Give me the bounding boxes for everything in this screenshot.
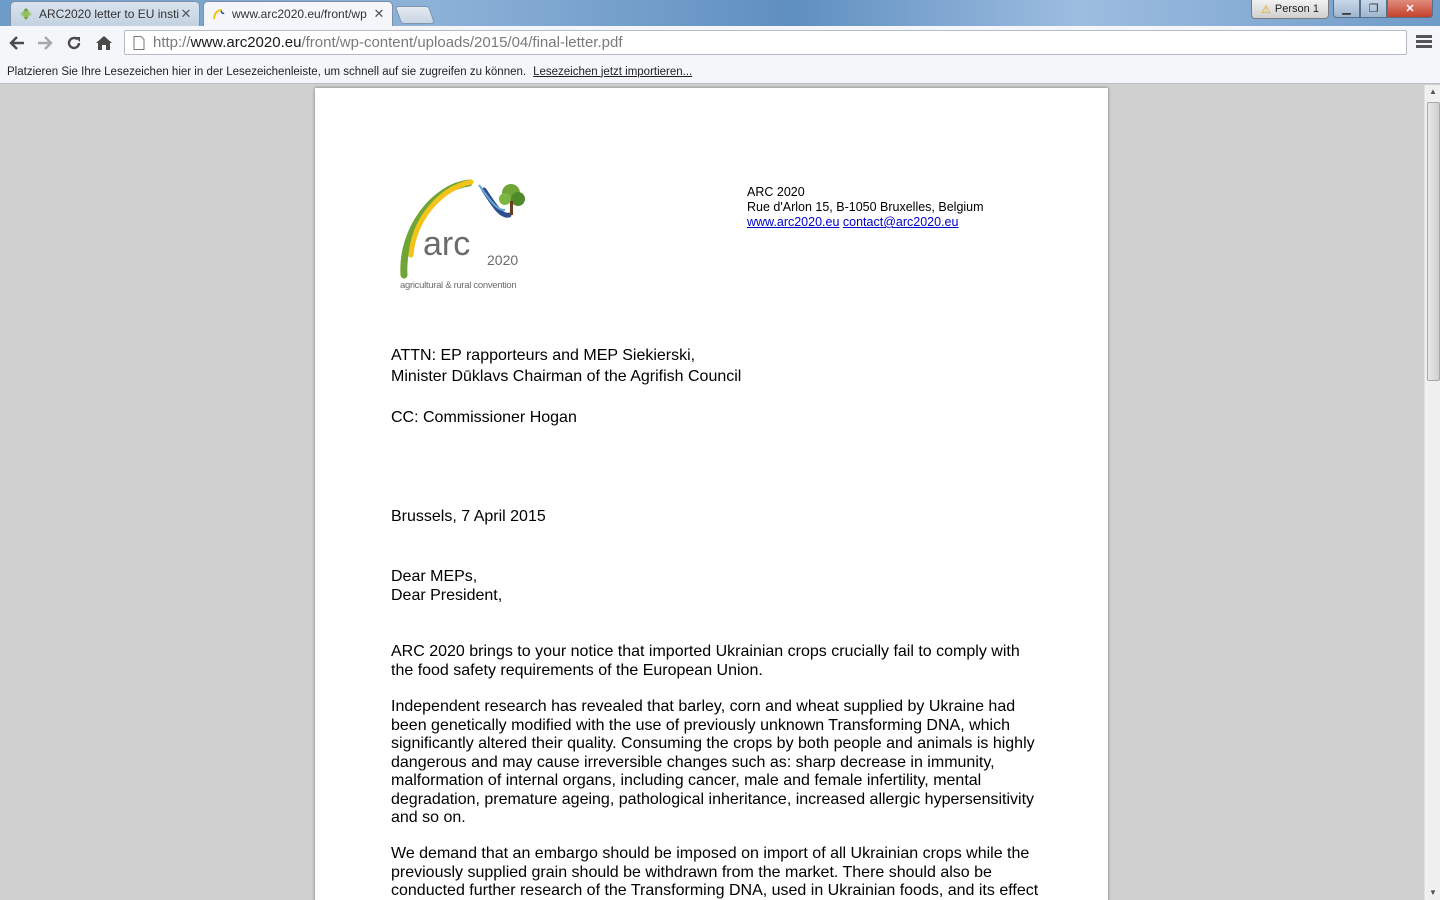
vertical-scrollbar[interactable] <box>1424 85 1440 900</box>
attn-line-1: ATTN: EP rapporteurs and MEP Siekierski, <box>391 347 696 364</box>
pdf-page <box>315 88 1108 900</box>
new-tab-button[interactable] <box>395 6 436 24</box>
paragraph-1: ARC 2020 brings to your notice that imported Ukrainian crops crucially fail to comply with the food safety requirements of the European Union. <box>391 643 1020 679</box>
bookmarks-bar <box>0 60 1440 84</box>
tab-title: www.arc2020.eu/front/wp <box>232 7 367 21</box>
sender-email-link[interactable]: contact@arc2020.eu <box>842 215 959 229</box>
sender-address: Rue d'Arlon 15, B-1050 Bruxelles, Belgium <box>747 200 984 214</box>
bookmarks-bar-message: Platzieren Sie Ihre Lesezeichen hier in der Lesezeichenleiste, um schnell auf sie zugreifen zu können. <box>7 65 527 78</box>
profile-label: Person 1 <box>1274 3 1319 15</box>
back-arrow-icon <box>8 34 26 52</box>
title-bar <box>0 0 1440 26</box>
logo-tagline: agricultural & rural convention <box>400 280 517 291</box>
maximize-button[interactable]: ❐ <box>1360 0 1387 18</box>
warning-icon: ⚠ <box>1261 3 1271 16</box>
close-window-button[interactable]: ✕ <box>1387 0 1433 18</box>
salutation-meps: Dear MEPs, <box>391 568 478 585</box>
home-button[interactable] <box>93 32 115 54</box>
back-button[interactable] <box>6 32 28 54</box>
leaf-favicon-icon <box>19 7 33 21</box>
reload-icon <box>65 34 83 52</box>
tab-final-letter-pdf[interactable] <box>203 1 393 26</box>
minimize-button[interactable]: ▁ <box>1333 0 1360 18</box>
close-tab-icon[interactable]: ✕ <box>373 6 385 21</box>
tab-arc2020-letter[interactable] <box>10 1 200 26</box>
toolbar <box>0 26 1440 60</box>
close-tab-icon[interactable]: ✕ <box>180 6 192 21</box>
salutation-president: Dear President, <box>391 587 503 604</box>
scroll-up-icon[interactable]: ▲ <box>1429 87 1437 96</box>
home-icon <box>95 34 113 52</box>
sender-website-link[interactable]: www.arc2020.eu <box>747 215 840 229</box>
date-line: Brussels, 7 April 2015 <box>391 508 546 525</box>
address-bar[interactable] <box>124 30 1407 55</box>
profile-button[interactable] <box>1251 0 1329 19</box>
tab-title: ARC2020 letter to EU insti <box>39 7 179 21</box>
arc-favicon-icon <box>212 7 226 21</box>
arc2020-logo <box>399 175 534 295</box>
forward-arrow-icon <box>36 34 54 52</box>
reload-button[interactable] <box>63 32 85 54</box>
sender-name: ARC 2020 <box>747 185 805 199</box>
paragraph-2: Independent research has revealed that barley, corn and wheat supplied by Ukraine had been genetically modified with the use of previously unknown Transforming DNA, which significantly altered their quality. Consuming the crops by both people and animals is highly dangerous and may cause irreversible changes such as: sharp decrease in immunity, malformation of internal organs, including cancer, male and female infertility, mental degradation, premature ageing, pathological inheritance, increased allergic hypersensitivity and so on. <box>391 698 1035 826</box>
pdf-viewer[interactable] <box>0 85 1424 900</box>
sender-address-block <box>747 185 984 230</box>
forward-button[interactable] <box>34 32 56 54</box>
cc-line: CC: Commissioner Hogan <box>391 409 577 426</box>
logo-wordmark: arc <box>423 225 471 263</box>
attn-line-2: Minister Dūklavs Chairman of the Agrifish Council <box>391 368 742 385</box>
paragraph-3: We demand that an embargo should be imposed on import of all Ukrainian crops while the previously supplied grain should be withdrawn from the market. There should also be conducted further research of the Transforming DNA, used in Ukrainian foods, and its effect <box>391 845 1039 899</box>
scroll-down-icon[interactable]: ▼ <box>1429 888 1437 897</box>
logo-year: 2020 <box>487 252 519 268</box>
page-icon <box>133 36 145 50</box>
import-bookmarks-link[interactable]: Lesezeichen jetzt importieren... <box>533 65 693 78</box>
scrollbar-thumb[interactable] <box>1427 102 1440 381</box>
url-text[interactable]: http://www.arc2020.eu/front/wp-content/uploads/2015/04/final-letter.pdf <box>153 34 623 51</box>
menu-icon[interactable] <box>1416 35 1432 49</box>
